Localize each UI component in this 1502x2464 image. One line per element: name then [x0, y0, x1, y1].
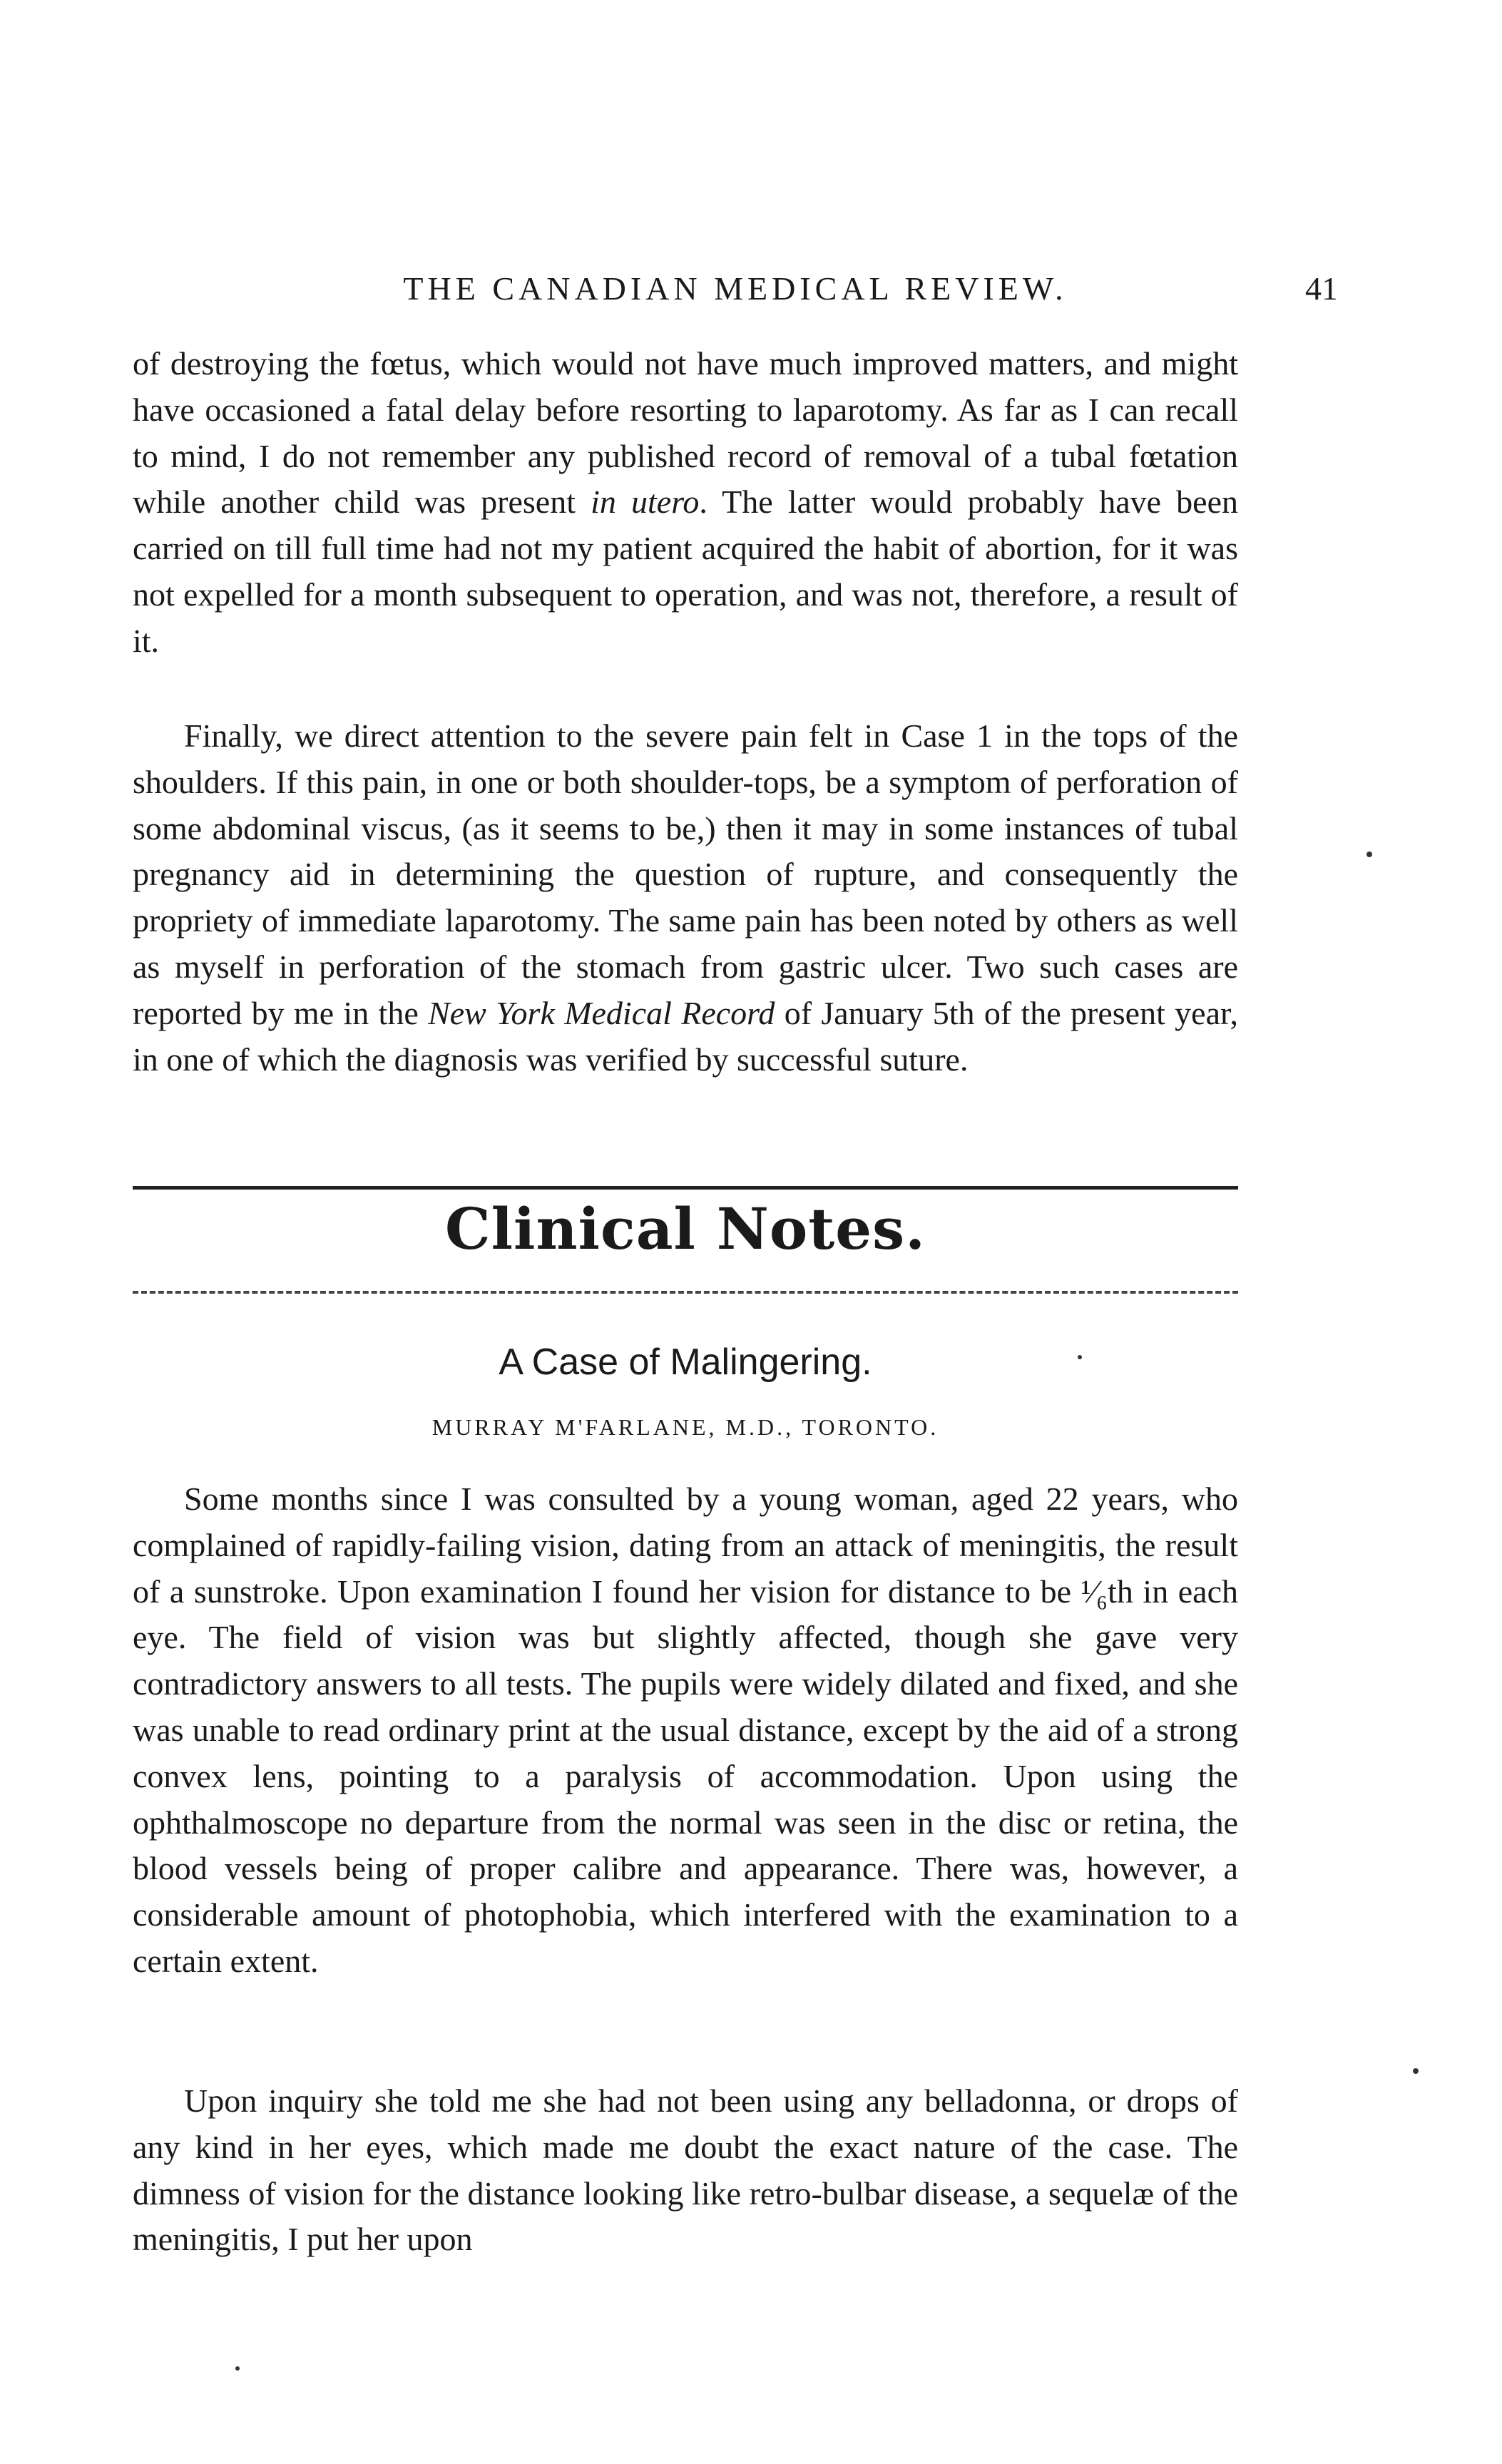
paragraph-2-text-a: Finally, we direct attention to the severe pain felt in Case 1 in the tops of the shoulders. If this pain, in one or both shoulder-tops, be a symptom of perforation of some abdominal viscus, (as it seems to be,) then it may in some instances of tubal pregnancy aid in determining the question of rupture, and consequently the propriety of immediate laparotomy. The same pain has been noted by others as well as myself in perforation of the stomach from gastric ulcer. Two such cases are reported by me in the — [133, 717, 1238, 1031]
running-head — [133, 270, 1338, 319]
paragraph-1 — [133, 341, 1238, 665]
running-title: THE CANADIAN MEDICAL REVIEW. — [403, 270, 1068, 307]
paragraph-3 — [133, 1476, 1238, 1985]
paragraph-4-text: Upon inquiry she told me she had not been using any belladonna, or drops of any kind in her eyes, which made me doubt the exact nature of the case. The dimness of vision for the distance looking like retro-bulbar disease, a sequelæ of the meningitis, I put her upon — [133, 2082, 1238, 2258]
paragraph-3-text: Some months since I was consulted by a young woman, aged 22 years, who complained of rapidly-failing vision, dating from an attack of meningitis, the result of a sunstroke. Upon examination I found her vision for distance to be ¹⁄₆th in each eye. The field of vision was but slightly affected, though she gave very contradictory answers to all tests. The pupils were widely dilated and fixed, and she was unable to read ordinary print at the usual distance, except by the aid of a strong convex lens, pointing to a paralysis of accommodation. Upon using the ophthalmoscope no departure from the normal was seen in the disc or retina, the blood vessels being of proper calibre and appearance. There was, however, a considerable amount of photophobia, which interfered with the examination to a certain extent. — [133, 1481, 1238, 1979]
paragraph-1-text-a: of destroying the fœtus, which would not have much improved matters, and might have occasioned a fatal delay before resorting to laparotomy. As far as I can recall to mind, I do not remember any published record of removal of a tubal fœtation while another child was present — [133, 345, 1238, 521]
paragraph-1-italic: in utero — [591, 484, 700, 521]
section-rule-top — [133, 1186, 1238, 1190]
paragraph-2-text-b: of January 5th of the present year, in one of which the diagnosis was verified by successful suture. — [133, 994, 1238, 1078]
scan-speck — [1078, 1355, 1082, 1359]
paragraph-2-italic: New York Medical Record — [428, 994, 775, 1031]
scan-speck — [235, 2366, 240, 2371]
paragraph-4 — [133, 2078, 1238, 2263]
scan-speck — [1366, 852, 1372, 857]
section-title: Clinical Notes. — [444, 1195, 926, 1262]
article-byline: MURRAY M'FARLANE, M.D., TORONTO. — [431, 1414, 939, 1440]
paragraph-1-text-b: . The latter would probably have been carried on till full time had not my patient acquired the habit of abortion, for it was not expelled for a month subsequent to operation, and was not, therefore, a result of it. — [133, 484, 1238, 659]
scan-speck — [1413, 2068, 1419, 2074]
paragraph-2 — [133, 713, 1238, 1083]
page-number: 41 — [1305, 270, 1338, 307]
article-title: A Case of Malingering. — [499, 1341, 872, 1383]
section-rule-bottom — [133, 1291, 1238, 1294]
